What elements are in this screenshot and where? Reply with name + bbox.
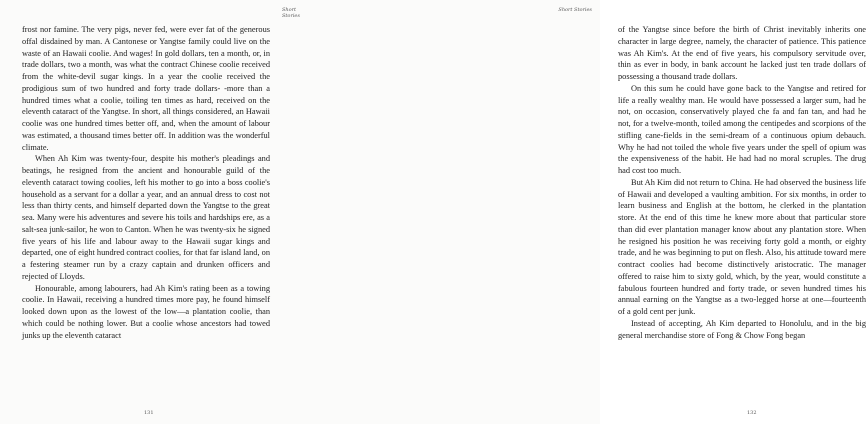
- right-page-text: [618, 24, 866, 341]
- right-page: [300, 0, 866, 424]
- page-number: 132: [747, 410, 757, 416]
- paragraph: Honourable, among labourers, had Ah Kim's rating been as a towing coolie. In Hawaii, receiving a hundred times more pay, he found himself looked down upon as the lowest of the low—a plantation coolie, than which could be nothing lower. But a coolie whose ancestors had towed junks up the eleventh cataract: [22, 283, 270, 340]
- page-number: 131: [144, 410, 154, 416]
- running-head: Short Stories: [282, 7, 300, 19]
- paragraph: frost nor famine. The very pigs, never fed, were ever fat of the generous offal disdained by man. A Cantonese or Yangtse family could live on the waste of an Hawaii coolie. And wages! In gold dollars, ten a month, or, in trade dollars, two a month, was what the contract Chinese coolie received from the white-devil sugar kings. In a year the coolie received the prodigious sum of two hundred and forty trade dollars- -more than a hundred times what a coolie, toiling ten times as hard, received on the eleventh cataract of the Yangtse. In short, all things considered, an Hawaii coolie was one hundred times better off, and, when the amount of labour was estimated, a thousand times better off. In addition was the wonderful climate.: [22, 25, 270, 152]
- left-page: [0, 0, 301, 424]
- paragraph: But Ah Kim did not return to China. He had observed the business life of Hawaii and developed a vaulting ambition. For six months, in order to learn business and English at the bottom, he clerked in the plantation store. At the end of this time he knew more about that particular store than did ever plantation manager know about any plantation store. When he resigned his position he was receiving forty gold a month, or eighty trade, and he was beginning to put on flesh. Also, his attitude toward mere contract coolies had become distinctively aristocratic. The manager offered to raise him to sixty gold, which, by the year, would constitute a fabulous fourteen hundred and forty trade, or seven hundred times his annual earning on the Yangtse as a two-legged horse at one—fourteenth of a gold cent per junk.: [618, 177, 866, 316]
- paragraph: of the Yangtse since before the birth of Christ inevitably inherits one character in large degree, namely, the character of patience. This patience was Ah Kim's. At the end of five years, his compulsory servitude over, thin as ever in body, in bank account he lacked just ten trade dollars of possessing a thousand trade dollars.: [618, 25, 866, 81]
- left-page-text: [22, 24, 270, 341]
- paragraph: On this sum he could have gone back to the Yangtse and retired for life a really wealthy man. He would have possessed a larger sum, had he not, on occasion, conservatively played che fa and fan tan, and had he not, for a twelve-month, toiled among the centipedes and scorpions of the stifling cane-fields in the semi-dream of a continuous opium debauch. Why he had not toiled the whole five years under the spell of opium was the expensiveness of the habit. He had had no moral scruples. The drug had cost too much.: [618, 83, 866, 175]
- paragraph: When Ah Kim was twenty-four, despite his mother's pleadings and beatings, he resigned from the ancient and honourable guild of the eleventh cataract towing coolies, left his mother to go into a boss coolie's household as a servant for a dollar a year, and an annual dress to cost not less than thirty cents, and himself departed down the Yangtse to the great sea. Many were his adventures and severe his toils and hardships ere, as a salt-sea junk-sailor, he won to Canton. When he was twenty-six he signed five years of his life and labour away to the Hawaii sugar kings and departed, one of eight hundred contract coolies, for that far island land, on a festering steamer run by a crazy captain and drunken officers and rejected of Lloyds.: [22, 154, 270, 281]
- paragraph: Instead of accepting, Ah Kim departed to Honolulu, and in the big general merchandise store of Fong & Chow Fong began: [618, 318, 866, 340]
- running-head: Short Stories: [558, 7, 592, 13]
